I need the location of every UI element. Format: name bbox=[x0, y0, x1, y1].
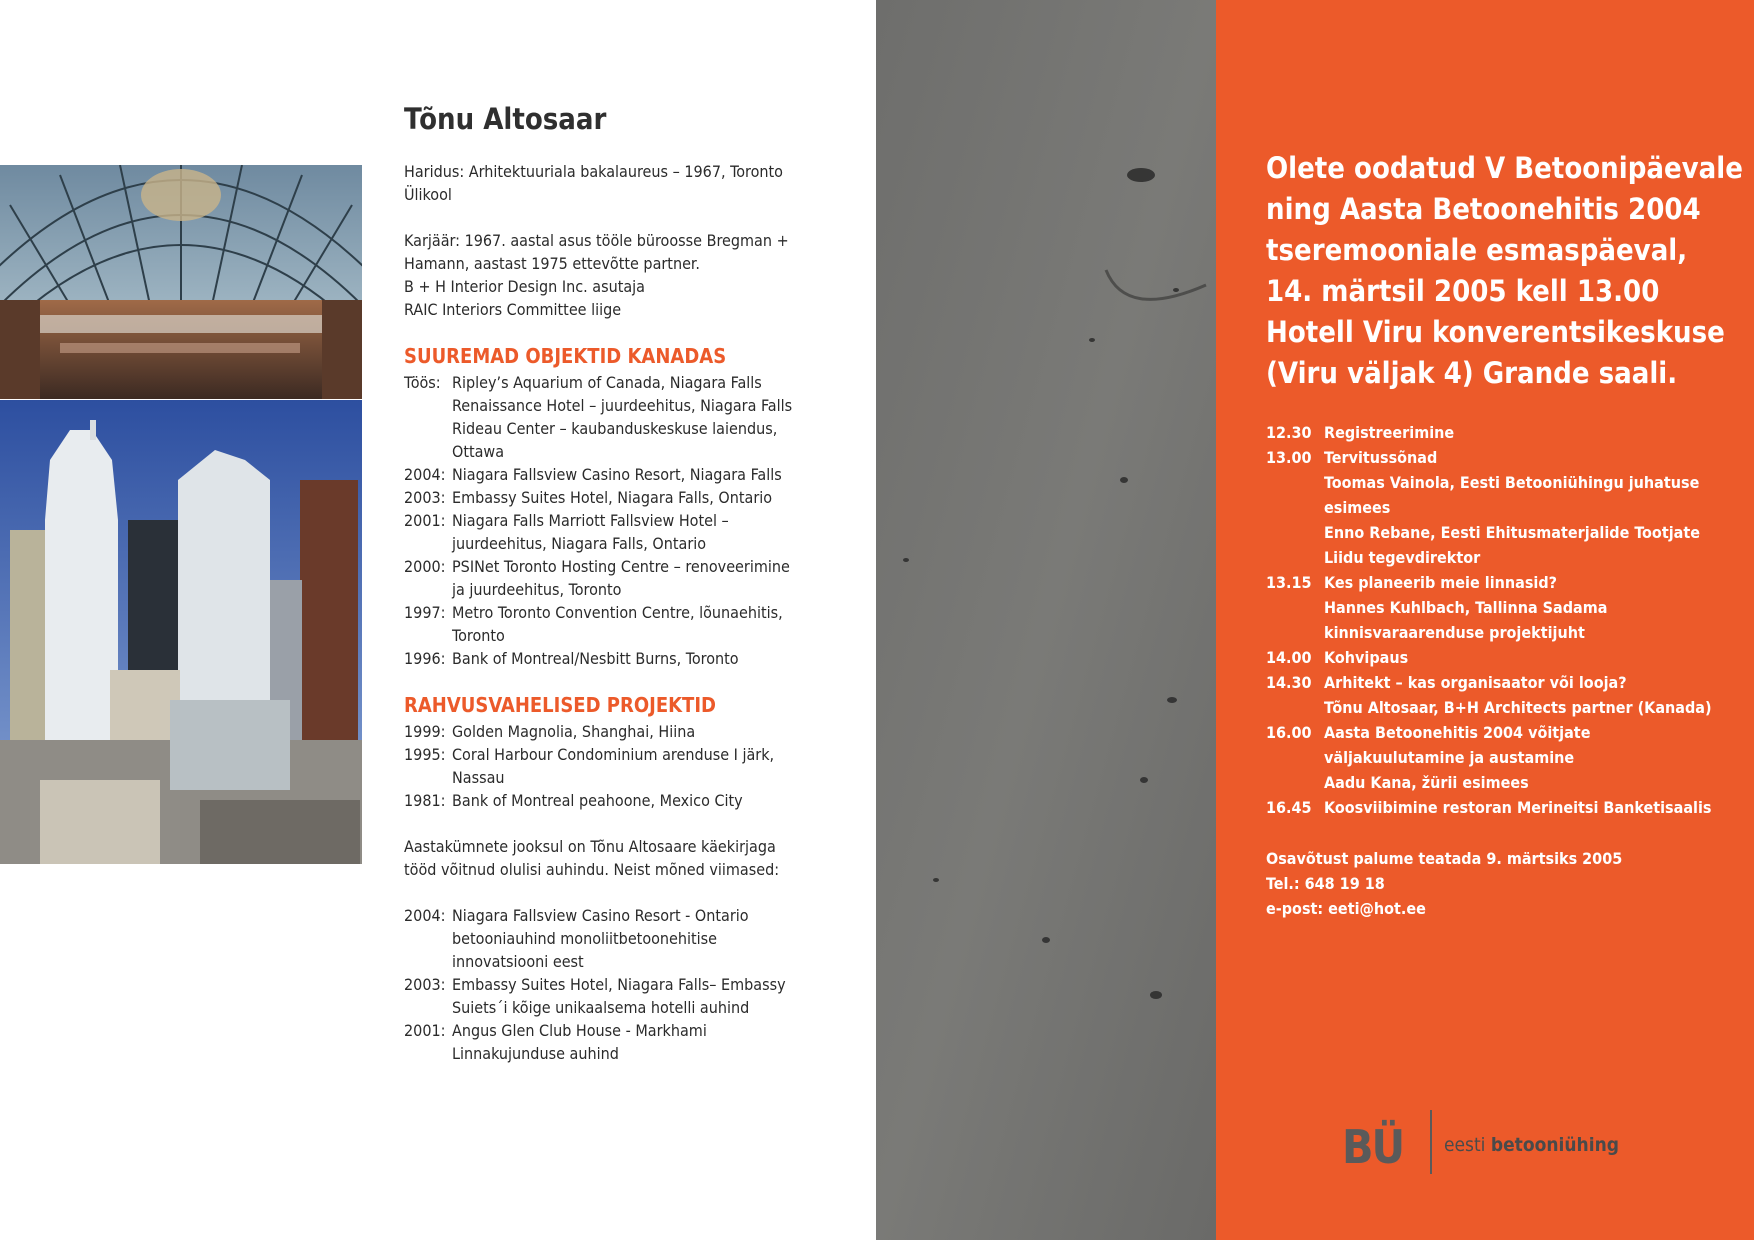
career-text bbox=[404, 229, 834, 321]
career-line: Karjäär: 1967. aastal asus tööle büroosse Bregman + bbox=[404, 231, 789, 250]
entry-line: Ripley’s Aquarium of Canada, Niagara Falls bbox=[452, 373, 762, 392]
entry-label: 2000: bbox=[404, 557, 446, 576]
entry-line: Embassy Suites Hotel, Niagara Falls– Embassy bbox=[452, 975, 786, 994]
entry-label: 2003: bbox=[404, 975, 446, 994]
program-line: Tõnu Altosaar, B+H Architects partner (Kanada) bbox=[1324, 698, 1712, 717]
entry-label: 2001: bbox=[404, 511, 446, 530]
program-line: Liidu tegevdirektor bbox=[1324, 548, 1481, 567]
program-line: Hannes Kuhlbach, Tallinna Sadama bbox=[1324, 598, 1608, 617]
entry-line: ja juurdeehitus, Toronto bbox=[452, 580, 622, 599]
entry-label: 2001: bbox=[404, 1021, 446, 1040]
program-item bbox=[1266, 720, 1736, 795]
invitation-panel bbox=[1216, 0, 1754, 1240]
entry-line: Renaissance Hotel – juurdeehitus, Niagara Falls bbox=[452, 396, 793, 415]
entry-label: 1995: bbox=[404, 745, 446, 764]
program-time: 16.45 bbox=[1266, 798, 1312, 817]
entry-line: Ottawa bbox=[452, 442, 505, 461]
awards-intro bbox=[404, 835, 834, 881]
entry-line: PSINet Toronto Hosting Centre – renoveerimine bbox=[452, 557, 790, 576]
entry-line: Golden Magnolia, Shanghai, Hiina bbox=[452, 722, 696, 741]
program-item bbox=[1266, 445, 1736, 570]
program-line: Koosviibimine restoran Merineitsi Banketisaalis bbox=[1324, 798, 1712, 817]
entry-label: 1996: bbox=[404, 649, 446, 668]
program-time: 13.00 bbox=[1266, 448, 1312, 467]
project-entry bbox=[404, 555, 834, 601]
program-line: Aadu Kana, žürii esimees bbox=[1324, 773, 1529, 792]
career-line: B + H Interior Design Inc. asutaja bbox=[404, 277, 645, 296]
project-entry bbox=[404, 743, 834, 789]
toronto-skyline-photo bbox=[0, 400, 362, 864]
entry-line: juurdeehitus, Niagara Falls, Ontario bbox=[452, 534, 707, 553]
concrete-texture-panel bbox=[876, 0, 1216, 1240]
project-entry bbox=[404, 509, 834, 555]
awards-list bbox=[404, 904, 834, 1065]
entry-line: Toronto bbox=[452, 626, 505, 645]
entry-line: innovatsiooni eest bbox=[452, 952, 584, 971]
entry-line: Rideau Center – kaubanduskeskuse laiendus, bbox=[452, 419, 778, 438]
program-time: 14.00 bbox=[1266, 648, 1312, 667]
entry-label: 2004: bbox=[404, 906, 446, 925]
career-line: Hamann, aastast 1975 ettevõtte partner. bbox=[404, 254, 700, 273]
entry-line: Angus Glen Club House - Markhami bbox=[452, 1021, 707, 1040]
program-line: Tervitussõnad bbox=[1324, 448, 1438, 467]
program-item bbox=[1266, 795, 1736, 820]
atrium-photo bbox=[0, 165, 362, 399]
logo-org-light: eesti bbox=[1444, 1134, 1486, 1156]
entry-label: Töös: bbox=[404, 373, 441, 392]
logo-divider bbox=[1430, 1110, 1432, 1174]
award-entry bbox=[404, 973, 834, 1019]
entry-line: Metro Toronto Convention Centre, lõunaehitis, bbox=[452, 603, 783, 622]
headline-line: 14. märtsil 2005 kell 13.00 bbox=[1266, 274, 1660, 308]
canada-list bbox=[404, 371, 834, 670]
international-heading: RAHVUSVAHELISED PROJEKTID bbox=[404, 693, 716, 717]
canada-heading: SUUREMAD OBJEKTID KANADAS bbox=[404, 344, 727, 368]
project-entry bbox=[404, 720, 834, 743]
project-entry bbox=[404, 647, 834, 670]
program-line: Arhitekt – kas organisaator või looja? bbox=[1324, 673, 1627, 692]
bio-name: Tõnu Altosaar bbox=[404, 102, 607, 136]
entry-line: Bank of Montreal/Nesbitt Burns, Toronto bbox=[452, 649, 739, 668]
entry-label: 2003: bbox=[404, 488, 446, 507]
program-time: 14.30 bbox=[1266, 673, 1312, 692]
program-item bbox=[1266, 645, 1736, 670]
award-entry bbox=[404, 904, 834, 973]
program-time: 13.15 bbox=[1266, 573, 1312, 592]
program-time: 16.00 bbox=[1266, 723, 1312, 742]
entry-line: Embassy Suites Hotel, Niagara Falls, Ontario bbox=[452, 488, 773, 507]
entry-line: Linnakujunduse auhind bbox=[452, 1044, 619, 1063]
headline-line: Olete oodatud V Betoonipäevale bbox=[1266, 151, 1743, 185]
entry-line: Coral Harbour Condominium arenduse I järk, bbox=[452, 745, 775, 764]
program-schedule bbox=[1266, 420, 1736, 820]
program-line: Aasta Betoonehitis 2004 võitjate bbox=[1324, 723, 1591, 742]
career-line: RAIC Interiors Committee liige bbox=[404, 300, 622, 319]
headline-line: ning Aasta Betoonehitis 2004 bbox=[1266, 192, 1701, 226]
entry-line: betooniauhind monoliitbetoonehitise bbox=[452, 929, 718, 948]
entry-line: Niagara Fallsview Casino Resort, Niagara Falls bbox=[452, 465, 782, 484]
program-line: esimees bbox=[1324, 498, 1391, 517]
program-item bbox=[1266, 570, 1736, 645]
rsvp-text: Osavõtust palume teatada 9. märtsiks 2005 bbox=[1266, 849, 1623, 868]
project-entry bbox=[404, 789, 834, 812]
invitation-headline bbox=[1266, 148, 1746, 394]
entry-line: Nassau bbox=[452, 768, 505, 787]
program-item bbox=[1266, 420, 1736, 445]
logo-mark: BÜ bbox=[1342, 1120, 1404, 1174]
entry-line: Niagara Fallsview Casino Resort - Ontario bbox=[452, 906, 749, 925]
eesti-betooniuhing-logo bbox=[1342, 1108, 1632, 1178]
headline-line: tseremooniale esmaspäeval, bbox=[1266, 233, 1688, 267]
program-line: väljakuulutamine ja austamine bbox=[1324, 748, 1575, 767]
phone-text: Tel.: 648 19 18 bbox=[1266, 874, 1385, 893]
award-entry bbox=[404, 1019, 834, 1065]
project-entry bbox=[404, 601, 834, 647]
project-entry bbox=[404, 371, 834, 463]
education-text bbox=[404, 160, 834, 206]
contact-info bbox=[1266, 846, 1622, 921]
logo-org-bold: betooniühing bbox=[1490, 1134, 1619, 1156]
program-time: 12.30 bbox=[1266, 423, 1312, 442]
bio-column bbox=[404, 92, 834, 1065]
international-list bbox=[404, 720, 834, 812]
awards-intro-line: tööd võitnud olulisi auhindu. Neist mõned viimased: bbox=[404, 860, 780, 879]
headline-line: Hotell Viru konverentsikeskuse bbox=[1266, 315, 1725, 349]
email-link[interactable]: e-post: eeti@hot.ee bbox=[1266, 899, 1426, 918]
entry-label: 2004: bbox=[404, 465, 446, 484]
program-line: Kohvipaus bbox=[1324, 648, 1409, 667]
awards-intro-line: Aastakümnete jooksul on Tõnu Altosaare käekirjaga bbox=[404, 837, 776, 856]
logo-org-name bbox=[1444, 1134, 1619, 1156]
program-line: Registreerimine bbox=[1324, 423, 1455, 442]
project-entry bbox=[404, 486, 834, 509]
program-line: Enno Rebane, Eesti Ehitusmaterjalide Tootjate bbox=[1324, 523, 1700, 542]
program-item bbox=[1266, 670, 1736, 720]
entry-line: Suiets´i kõige unikaalsema hotelli auhind bbox=[452, 998, 750, 1017]
education-line: Ülikool bbox=[404, 185, 452, 204]
program-line: Kes planeerib meie linnasid? bbox=[1324, 573, 1557, 592]
entry-label: 1981: bbox=[404, 791, 446, 810]
project-entry bbox=[404, 463, 834, 486]
entry-line: Bank of Montreal peahoone, Mexico City bbox=[452, 791, 743, 810]
program-line: Toomas Vainola, Eesti Betooniühingu juhatuse bbox=[1324, 473, 1700, 492]
entry-label: 1997: bbox=[404, 603, 446, 622]
entry-label: 1999: bbox=[404, 722, 446, 741]
headline-line: (Viru väljak 4) Grande saali. bbox=[1266, 356, 1678, 390]
education-line: Haridus: Arhitektuuriala bakalaureus – 1967, Toronto bbox=[404, 162, 783, 181]
entry-line: Niagara Falls Marriott Fallsview Hotel – bbox=[452, 511, 729, 530]
program-line: kinnisvaraarenduse projektijuht bbox=[1324, 623, 1585, 642]
